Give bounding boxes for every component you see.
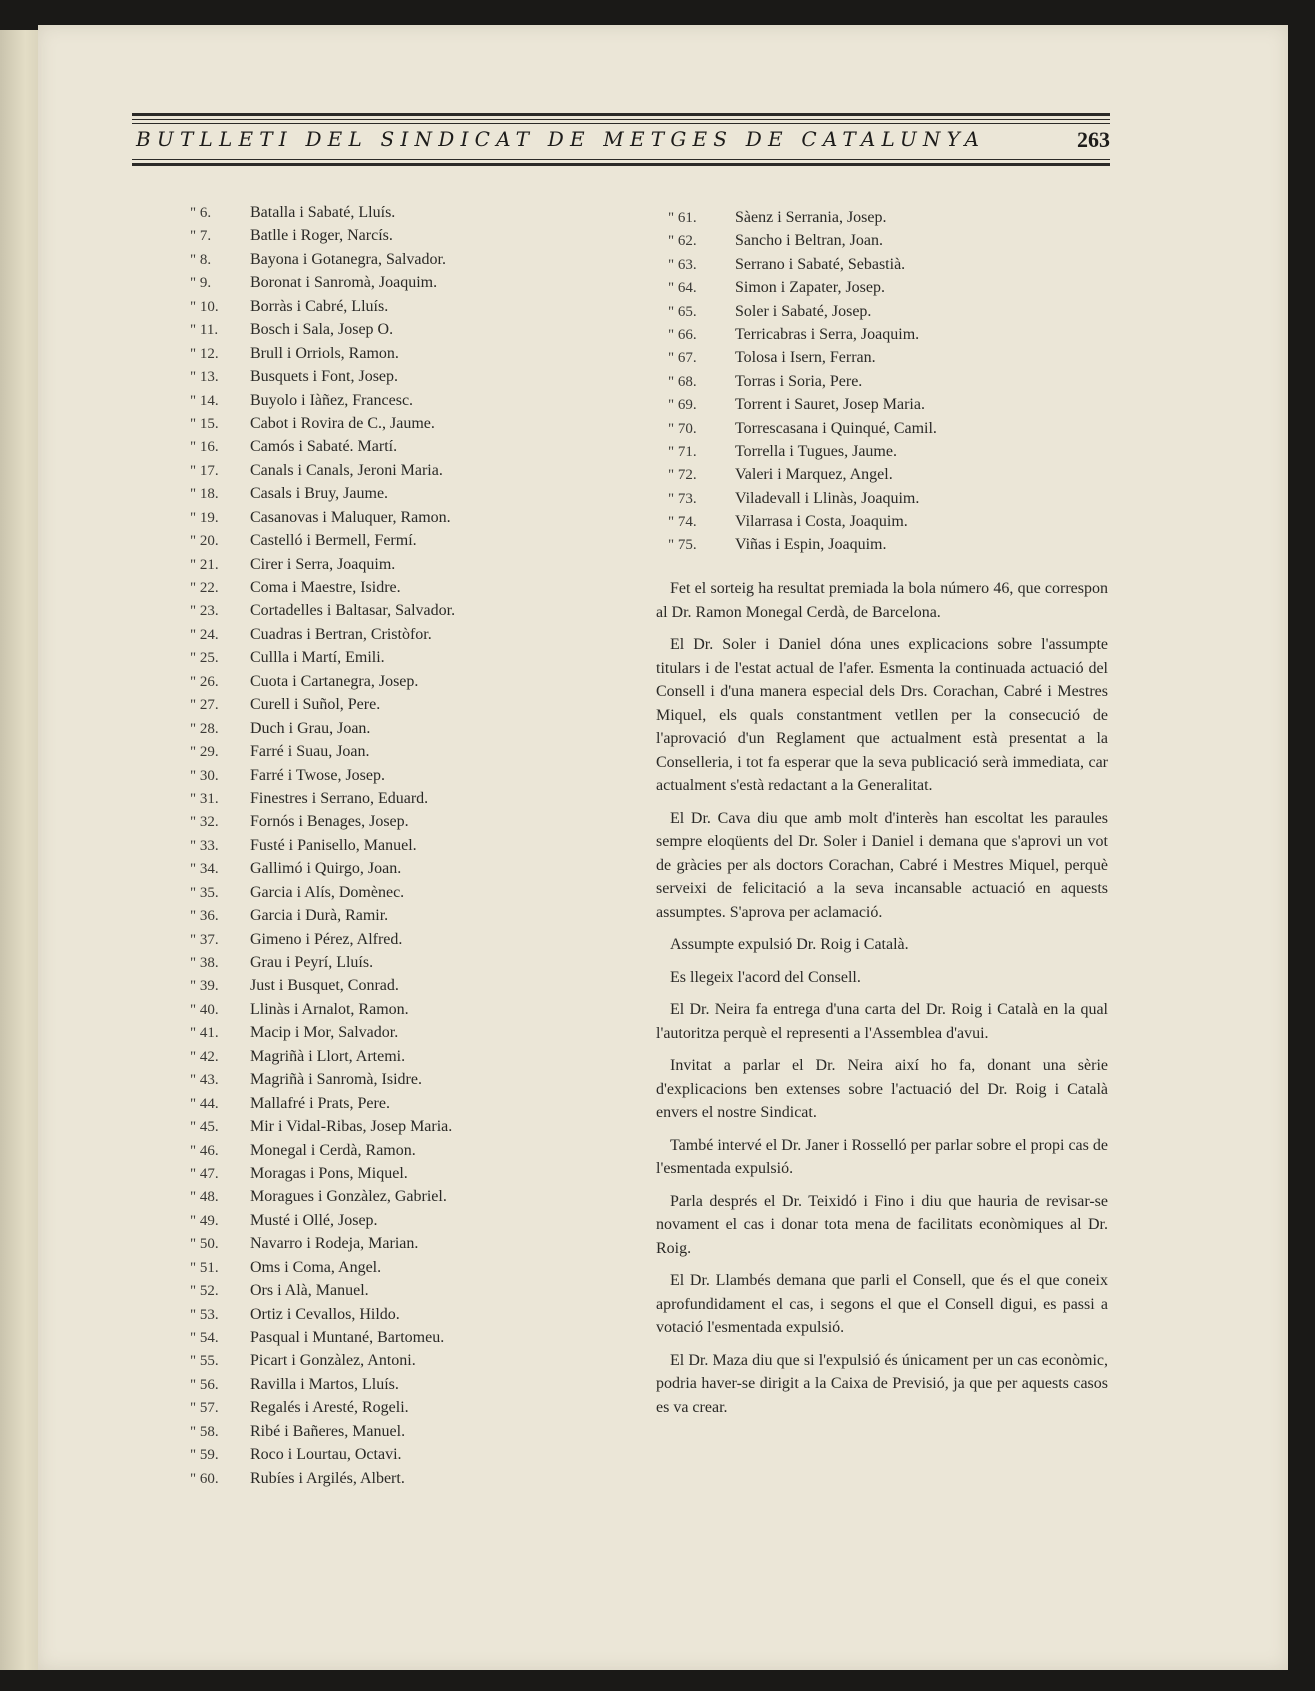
list-item-name: Ortiz i Cevallos, Hildo. [250,1305,400,1323]
list-item [190,271,535,294]
list-item-number: " 45. [190,1119,219,1136]
list-item-name: Curell i Suñol, Pere. [250,696,381,714]
list-item-number: " 44. [190,1095,219,1112]
list-item-name: Camós i Sabaté. Martí. [250,438,398,456]
list-item-name: Viladevall i Llinàs, Joaquim. [735,489,920,507]
list-item-name: Cortadelles i Baltasar, Salvador. [250,602,456,620]
header-rule-top [132,113,1110,116]
list-item [668,533,1013,556]
list-item-number: " 11. [190,322,219,339]
list-item-name: Picart i Gonzàlez, Antoni. [250,1352,416,1370]
list-item-name: Duch i Grau, Joan. [250,719,371,737]
list-item-number: " 34. [190,861,219,878]
list-item [190,810,535,833]
list-item [190,1092,535,1115]
list-item-number: " 32. [190,814,219,831]
list-item-name: Farré i Suau, Joan. [250,743,370,761]
paragraph: El Dr. Soler i Daniel dóna unes explicacions sobre l'assumpte titulars i de l'estat actual de l'afer. Esmenta la continuada actuació del Consell i d'una manera especial dels Drs. Corachan, Cabré i Mestres Miquel, els quals constantment vetllen per la consecució de l'aprovació d'un Reglament que actualment està presentat a la Conselleria, i tot fa esperar que la seva publicació serà immediata, car actualment s'està redactant a la Generalitat. [656,636,1108,794]
list-item-number: " 25. [190,650,219,667]
list-item [190,1185,535,1208]
list-item [668,463,1013,486]
paragraph: Invitat a parlar el Dr. Neira així ho fa, donant una sèrie d'explicacions ben extenses sobre l'actuació del Dr. Roig i Català envers el nostre Sindicat. [656,1057,1108,1121]
list-item-number: " 10. [190,298,219,315]
list-item-name: Castelló i Bermell, Fermí. [250,532,417,550]
list-item [190,248,535,271]
list-item-name: Navarro i Rodeja, Marian. [250,1235,419,1253]
list-item-name: Cabot i Rovira de C., Jaume. [250,414,435,432]
list-item-name: Rubíes i Argilés, Albert. [250,1469,405,1487]
list-item [668,323,1013,346]
list-item [190,1209,535,1232]
list-item-number: " 64. [668,280,697,297]
list-item-number: " 39. [190,978,219,995]
list-item-name: Fornós i Benages, Josep. [250,813,409,831]
list-item [190,1443,535,1466]
list-item-number: " 48. [190,1189,219,1206]
list-item-name: Vilarrasa i Costa, Joaquim. [735,513,908,531]
list-item-name: Mir i Vidal-Ribas, Josep Maria. [250,1118,453,1136]
list-item-number: " 58. [190,1423,219,1440]
list-item-name: Oms i Coma, Angel. [250,1258,382,1276]
list-item [190,1162,535,1185]
list-item [668,393,1013,416]
list-item-name: Mallafré i Prats, Pere. [250,1094,390,1112]
list-item-name: Magriñà i Llort, Artemi. [250,1047,406,1065]
list-item-number: " 55. [190,1353,219,1370]
list-item [190,1420,535,1443]
list-item-number: " 60. [190,1470,219,1487]
list-item [190,576,535,599]
list-item-name: Batalla i Sabaté, Lluís. [250,204,396,221]
paragraph: El Dr. Maza diu que si l'expulsió és únicament per un cas econòmic, podria haver-se dirigit a la Caixa de Previsió, ja que per aquests casos es va crear. [656,1351,1108,1416]
paragraph: Parla després el Dr. Teixidó i Fino i diu que hauria de revisar-se novament el cas i donar tota mena de facilitats econòmiques al Dr. Roig. [656,1192,1108,1257]
list-item-name: Bayona i Gotanegra, Salvador. [250,250,446,268]
list-item-number: " 41. [190,1025,219,1042]
list-item-number: " 28. [190,720,219,737]
list-item [668,300,1013,323]
list-item [190,693,535,716]
page-number: 263 [1077,127,1110,152]
header-rule-top-thin-2 [132,123,1110,124]
paragraph: El Dr. Neira fa entrega d'una carta del Dr. Roig i Català en la qual l'autoritza perquè el representi a l'Assemblea d'avui. [656,1001,1108,1042]
list-item-name: Moragues i Gonzàlez, Gabriel. [250,1188,447,1206]
list-item [190,951,535,974]
list-item-number: " 21. [190,556,219,573]
paragraph: També intervé el Dr. Janer i Rosselló per parlar sobre el propi cas de l'esmentada expulsió. [656,1136,1108,1177]
list-item-name: Casals i Bruy, Jaume. [250,485,389,503]
list-item-name: Busquets i Font, Josep. [250,368,399,386]
list-item-name: Fusté i Panisello, Manuel. [250,836,417,854]
list-item [190,834,535,857]
list-item-number: " 49. [190,1212,219,1229]
list-item-number: " 74. [668,514,697,531]
list-item-name: Just i Busquet, Conrad. [250,977,399,995]
list-item [190,1467,535,1490]
list-item [190,1279,535,1302]
list-item-number: " 68. [668,373,697,390]
list-item [190,623,535,646]
list-item-name: Gimeno i Pérez, Alfred. [250,930,403,948]
book-spine [0,30,42,1670]
list-item-name: Roco i Lourtau, Octavi. [250,1446,402,1464]
list-item-name: Borràs i Cabré, Lluís. [250,297,389,315]
list-item-number: " 36. [190,908,219,925]
list-item [668,440,1013,463]
paragraph: Assumpte expulsió Dr. Roig i Català. [670,936,909,953]
list-item [190,1139,535,1162]
list-item-number: " 7. [190,228,212,245]
list-item-number: " 29. [190,744,219,761]
list-item-number: " 18. [190,486,219,503]
member-list-left [190,201,535,1490]
list-item [190,435,535,458]
list-item-number: " 56. [190,1376,219,1393]
list-item-number: " 67. [668,350,697,367]
list-item-name: Boronat i Sanromà, Joaquim. [250,274,438,292]
list-item-name: Ribé i Bañeres, Manuel. [250,1422,406,1440]
list-item-name: Ravilla i Martos, Lluís. [250,1375,399,1393]
list-item-name: Soler i Sabaté, Josep. [735,302,872,320]
list-item-number: " 42. [190,1048,219,1065]
list-item-name: Cuadras i Bertran, Cristòfor. [250,625,432,643]
list-item [668,510,1013,533]
list-item [190,389,535,412]
list-item-name: Magriñà i Sanromà, Isidre. [250,1071,422,1089]
list-item [190,928,535,951]
list-item-number: " 43. [190,1072,219,1089]
list-item [190,881,535,904]
list-item [190,998,535,1021]
list-item-number: " 38. [190,955,219,971]
list-item-name: Torras i Soria, Pere. [735,372,863,390]
list-item-number: " 26. [190,673,219,690]
header-rule-bottom-thin [132,159,1110,160]
list-item-name: Canals i Canals, Jeroni Maria. [250,461,443,479]
list-item-name: Buyolo i Iàñez, Francesc. [250,391,414,409]
list-item-number: " 57. [190,1400,219,1417]
list-item [190,646,535,669]
list-item-name: Gallimó i Quirgo, Joan. [250,860,402,878]
list-item-number: " 31. [190,790,219,807]
list-item-number: " 24. [190,626,219,643]
list-item [668,370,1013,393]
header-rule-bottom [132,163,1110,166]
list-item-number: " 16. [190,439,219,456]
list-item-number: " 54. [190,1330,219,1346]
list-item [190,295,535,318]
list-item [190,1021,535,1044]
list-item-name: Cullla i Martí, Emili. [250,649,385,667]
paragraph: Es llegeix l'acord del Consell. [670,968,861,986]
list-item [190,201,535,224]
list-item-number: " 33. [190,837,219,854]
paragraph: Fet el sorteig ha resultat premiada la bola número 46, que correspon al Dr. Ramon Monegal Cerdà, de Barcelona. [656,580,1108,621]
list-item-name: Torrescasana i Quinqué, Camil. [735,419,937,437]
list-item-number: " 27. [190,697,219,714]
list-item-name: Batlle i Roger, Narcís. [250,227,393,245]
list-item-number: " 65. [668,303,697,320]
list-item [190,529,535,552]
list-item [190,787,535,810]
list-item [190,740,535,763]
list-item-name: Musté i Ollé, Josep. [250,1211,378,1229]
list-item-number: " 46. [190,1142,219,1159]
list-item-number: " 63. [668,256,697,273]
list-item-name: Tolosa i Isern, Ferran. [735,349,876,367]
list-item-number: " 47. [190,1165,219,1182]
list-item-number: " 69. [668,397,697,414]
list-item-name: Garcia i Alís, Domènec. [250,883,405,901]
list-item-number: " 40. [190,1001,219,1018]
running-header [132,85,1110,175]
list-item-number: " 50. [190,1236,219,1253]
list-item [190,1396,535,1419]
list-item-number: " 59. [190,1447,219,1464]
list-item-name: Simon i Zapater, Josep. [735,279,885,297]
list-item-name: Terricabras i Serra, Joaquim. [735,325,920,343]
list-item-number: " 72. [668,467,697,484]
list-item-name: Grau i Peyrí, Lluís. [250,954,374,971]
list-item-name: Torrella i Tugues, Jaume. [735,442,897,460]
paragraph: El Dr. Cava diu que amb molt d'interès han escoltat les paraules sempre eloqüents del Dr. Soler i Daniel i demana que s'aprovi un vot de gràcies per als doctors Corachan, Cabré i Mestres Miquel, perquè serveixi de felicitació a la seva incansable actuació en aquests assumptes. S'aprova per aclamació. [656,809,1108,921]
list-item-name: Cuota i Cartanegra, Josep. [250,672,419,690]
minutes-text [656,577,1108,1428]
list-item-name: Finestres i Serrano, Eduard. [250,789,429,807]
list-item [190,506,535,529]
list-item-name: Garcia i Durà, Ramir. [250,907,389,925]
list-item [190,1256,535,1279]
list-item-number: " 66. [668,326,697,343]
list-item-number: " 53. [190,1306,219,1323]
list-item-number: " 37. [190,931,219,948]
list-item-number: " 20. [190,533,219,550]
list-item-number: " 15. [190,415,219,432]
list-item-number: " 23. [190,603,219,620]
list-item-name: Valeri i Marquez, Angel. [735,466,893,484]
list-item-name: Llinàs i Arnalot, Ramon. [250,1000,409,1018]
list-item [668,206,1013,229]
list-item-number: " 14. [190,392,219,409]
list-item-name: Brull i Orriols, Ramon. [250,344,399,362]
list-item-name: Pasqual i Muntané, Bartomeu. [250,1329,445,1346]
list-item [190,1232,535,1255]
list-item [190,224,535,247]
list-item [190,412,535,435]
list-item-name: Regalés i Aresté, Rogeli. [250,1399,409,1417]
list-item-name: Sancho i Beltran, Joan. [735,232,883,250]
list-item-name: Ors i Alà, Manuel. [250,1282,369,1300]
list-item [190,1115,535,1138]
list-item-number: " 35. [190,884,219,901]
list-item [668,346,1013,369]
list-item [190,365,535,388]
list-item [668,276,1013,299]
list-item-name: Sàenz i Serrania, Josep. [735,209,887,226]
header-rule-top-thin [132,119,1110,120]
list-item-name: Torrent i Sauret, Josep Maria. [735,396,925,414]
list-item-name: Moragas i Pons, Miquel. [250,1164,408,1182]
list-item-number: " 13. [190,369,219,386]
list-item-number: " 6. [190,205,212,221]
paragraph: El Dr. Llambés demana que parli el Consell, que és el que coneix aprofundidament el cas, i segons el que el Consell digui, es passi a votació l'esmentada expulsió. [656,1272,1108,1336]
list-item [190,717,535,740]
list-item-number: " 22. [190,580,219,596]
list-item [190,459,535,482]
list-item-number: " 8. [190,251,212,268]
list-item-number: " 19. [190,509,219,526]
list-item [190,1349,535,1372]
list-item [190,1373,535,1396]
list-item-name: Cirer i Serra, Joaquim. [250,555,396,573]
list-item [190,1326,535,1349]
list-item-name: Macip i Mor, Salvador. [250,1024,399,1042]
list-item-name: Coma i Maestre, Isidre. [250,579,401,596]
list-item [190,857,535,880]
list-item-number: " 9. [190,275,212,292]
list-item-number: " 62. [668,233,697,250]
list-item [190,1045,535,1068]
list-item [668,417,1013,440]
list-item-name: Casanovas i Maluquer, Ramon. [250,508,451,526]
list-item [190,599,535,622]
list-item-number: " 70. [668,420,697,437]
list-item [190,318,535,341]
journal-title: BUTLLETI DEL SINDICAT DE METGES DE CATALUNYA [136,127,986,151]
list-item-name: Farré i Twose, Josep. [250,766,386,784]
list-item [190,670,535,693]
list-item [190,974,535,997]
list-item [190,904,535,927]
list-item-number: " 75. [668,537,697,554]
list-item-name: Serrano i Sabaté, Sebastià. [735,255,906,273]
list-item-number: " 51. [190,1259,219,1276]
list-item-number: " 17. [190,462,219,479]
list-item [190,482,535,505]
list-item-number: " 73. [668,490,697,507]
list-item-number: " 61. [668,210,697,226]
list-item-number: " 30. [190,767,219,784]
list-item [190,342,535,365]
list-item [668,487,1013,510]
list-item-number: " 52. [190,1283,219,1300]
list-item [668,229,1013,252]
list-item [190,1068,535,1091]
list-item-name: Viñas i Espin, Joaquim. [735,536,887,554]
list-item-name: Bosch i Sala, Josep O. [250,321,394,339]
list-item-number: " 71. [668,443,697,460]
list-item [668,253,1013,276]
list-item-number: " 12. [190,345,219,362]
list-item [190,553,535,576]
list-item-name: Monegal i Cerdà, Ramon. [250,1141,416,1159]
list-item [190,764,535,787]
list-item [190,1303,535,1326]
member-list-right [668,206,1013,557]
